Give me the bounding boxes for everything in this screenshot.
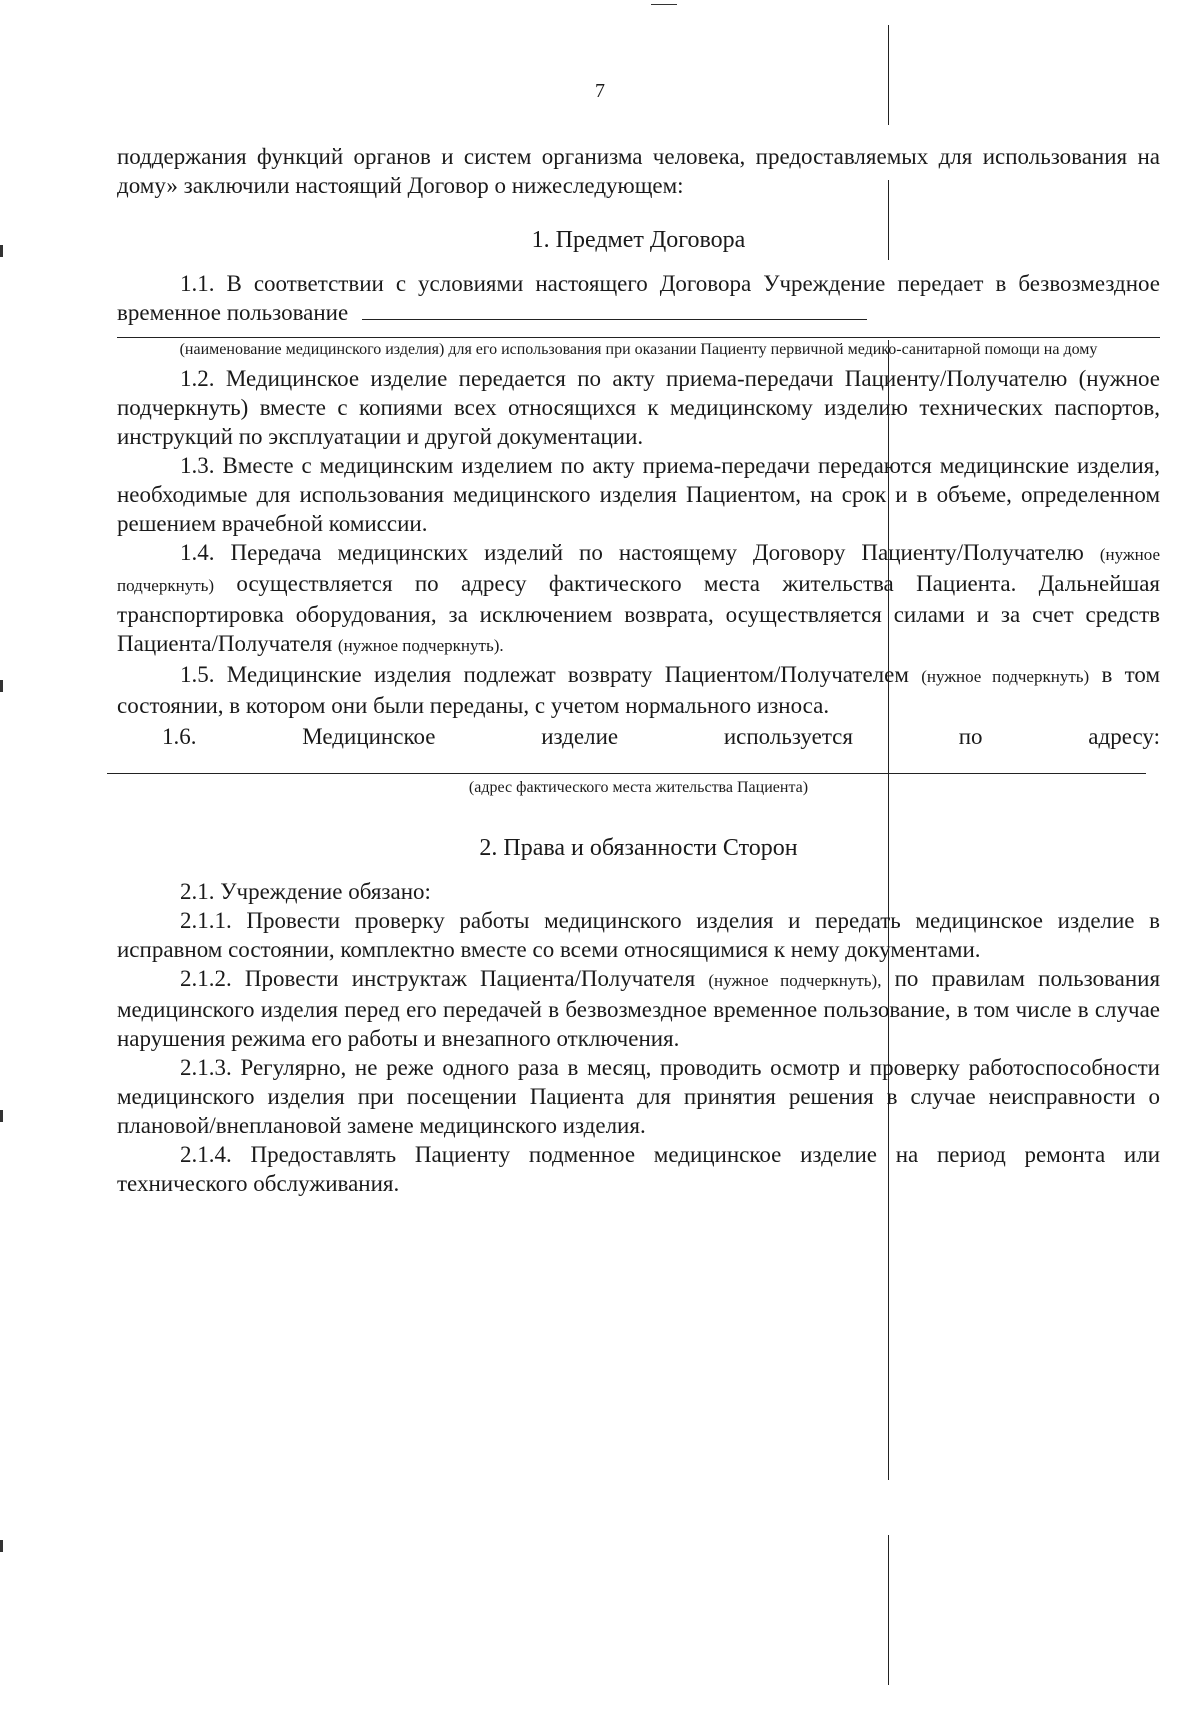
clause-1-1-text: 1.1. В соответствии с условиями настоящего Договора Учреждение передает в безвозмездное временное пользование [117, 271, 1160, 325]
clause-1-4 [117, 538, 1160, 660]
device-name-blank-line [117, 337, 1160, 338]
page-number: 7 [595, 80, 605, 102]
clause-1-6-word: изделие [541, 724, 619, 749]
clause-1-5-text-b: в том состоянии, в котором они были переданы, с учетом нормального износа. [117, 662, 1161, 718]
clause-2-1-2 [117, 964, 1160, 1053]
clause-1-1-caption: (наименование медицинского изделия) для его использования при оказании Пациенту первичной медико-санитарной помощи на дому [179, 341, 1098, 358]
clause-1-6-word: 1.6. [162, 724, 197, 749]
section-2-title: 2. Права и обязанности Сторон [479, 835, 798, 861]
clause-2-1: 2.1. Учреждение обязано: [180, 879, 431, 904]
clause-1-6-word: Медицинское [302, 724, 436, 749]
device-name-blank [362, 301, 867, 320]
scan-fold-line [888, 1535, 889, 1685]
scan-edge-mark [0, 1540, 3, 1552]
clause-1-6 [117, 722, 1160, 751]
section-1-title: 1. Предмет Договора [531, 227, 746, 253]
address-blank-line [107, 773, 1146, 774]
intro-paragraph: поддержания функций органов и систем организма человека, предоставляемых для использования на дому» заключили настоящий Договор о нижеследующем: [117, 144, 1160, 198]
clause-1-6-word: используется [723, 724, 853, 749]
clause-1-6-caption: (адрес фактического места жительства Пациента) [468, 779, 809, 796]
clause-1-3: 1.3. Вместе с медицинским изделием по акту приема-передачи передаются медицинские изделия, необходимые для использования медицинского изделия Пациентом, на срок и в объеме, определенном решением врачебной комиссии. [117, 453, 1160, 536]
clause-2-1-1: 2.1.1. Провести проверку работы медицинского изделия и передать медицинское изделие в исправном состоянии, комплектно вместе со всеми относящимися к нему документами. [117, 908, 1160, 962]
document-body [117, 142, 1160, 1198]
clause-1-5-note: (нужное подчеркнуть) [921, 667, 1090, 686]
scan-edge-mark [0, 1110, 3, 1122]
scan-fold-line [888, 25, 889, 125]
clause-1-4-note-2: (нужное подчеркнуть). [337, 636, 504, 655]
clause-2-1-2-text-b: по правилам пользования медицинского изделия перед его передачей в безвозмездное временное пользование, в том числе в случае нарушения режима его работы и внезапного отключения. [117, 966, 1161, 1051]
clause-2-1-3: 2.1.3. Регулярно, не реже одного раза в месяц, проводить осмотр и проверку работоспособности медицинского изделия при посещении Пациента для принятия решения в случае неисправности о плановой/внеплановой замене медицинского изделия. [117, 1055, 1160, 1138]
clause-1-2: 1.2. Медицинское изделие передается по акту приема-передачи Пациенту/Получателю (нужное подчеркнуть) вместе с копиями всех относящихся к медицинскому изделию технических паспортов, инструкций по эксплуатации и другой документации. [117, 366, 1160, 449]
scan-edge-mark [0, 245, 3, 257]
clause-1-4-text-a: 1.4. Передача медицинских изделий по настоящему Договору Пациенту/Получателю [180, 540, 1084, 565]
scan-dash [651, 4, 677, 5]
clause-1-6-word: по [958, 724, 983, 749]
clause-1-5 [117, 660, 1160, 720]
clause-1-6-word: адресу: [1088, 724, 1160, 749]
clause-1-1 [117, 269, 1160, 327]
clause-2-1-2-text-a: 2.1.2. Провести инструктаж Пациента/Получателя [180, 966, 696, 991]
clause-1-4-text-b: осуществляется по адресу фактического места жительства Пациента. Дальнейшая транспортировка оборудования, за исключением возврата, осуществляется силами и за счет средств Пациента/Получателя [117, 571, 1161, 656]
clause-2-1-4: 2.1.4. Предоставлять Пациенту подменное медицинское изделие на период ремонта или технического обслуживания. [117, 1142, 1160, 1196]
clause-2-1-2-note: (нужное подчеркнуть), [708, 971, 882, 990]
clause-1-4-note: (нужное подчеркнуть) [117, 545, 1160, 595]
scan-edge-mark [0, 680, 3, 692]
clause-1-5-text-a: 1.5. Медицинские изделия подлежат возврату Пациентом/Получателем [180, 662, 909, 687]
